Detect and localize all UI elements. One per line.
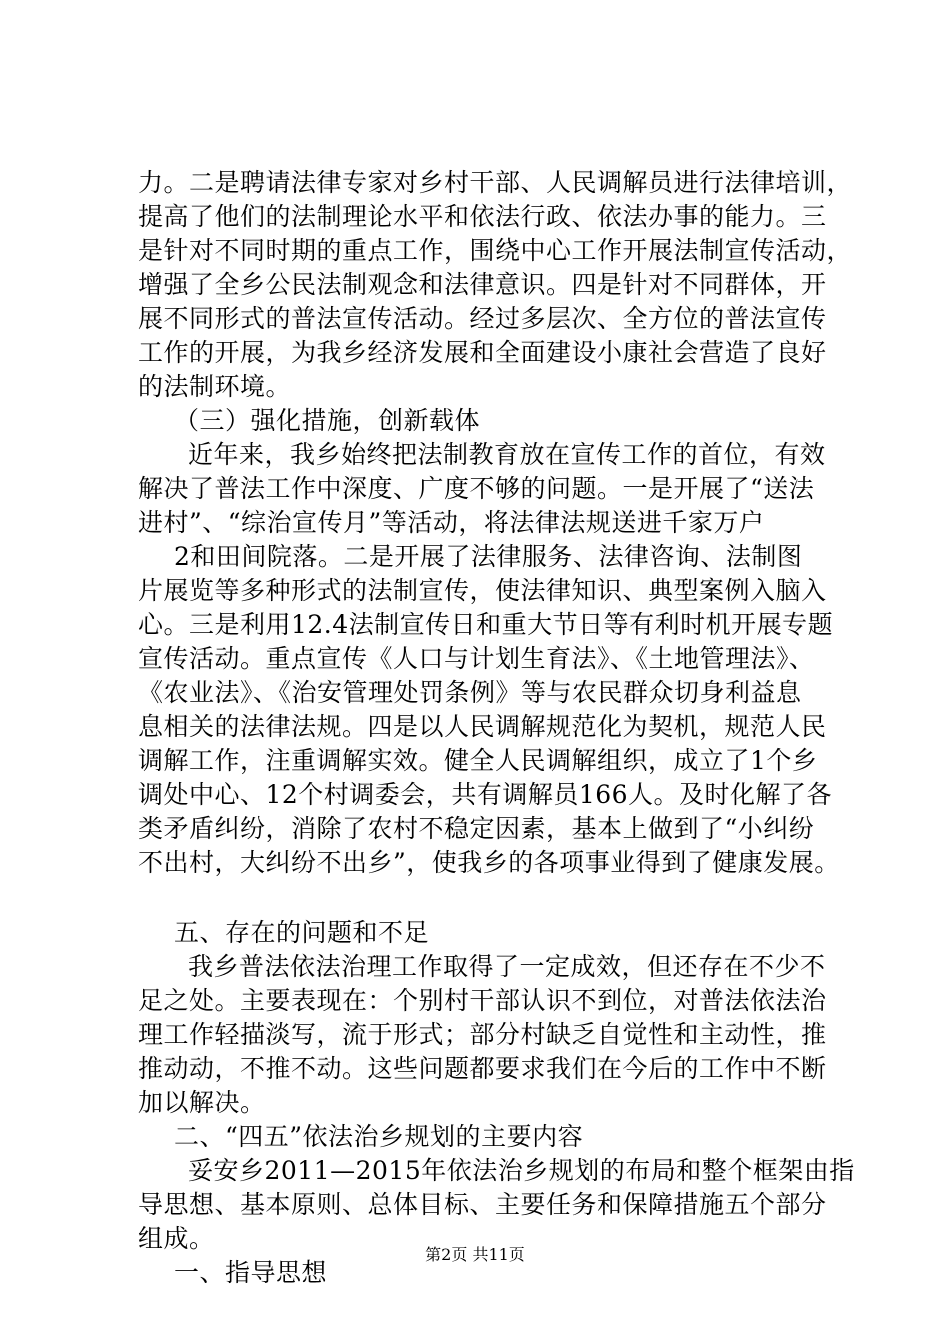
section-heading: （三）强化措施，创新载体 — [174, 406, 481, 435]
text-line: 妥安乡2011—2015年依法治乡规划的布局和整个框架由指 — [188, 1156, 855, 1185]
text-line: 力。二是聘请法律专家对乡村干部、人民调解员进行法律培训， — [138, 168, 853, 197]
paragraph-gap — [138, 880, 858, 916]
text-line: 进村”、“综治宣传月”等活动，将法律法规送进千家万户 — [138, 508, 765, 537]
section-heading: 二、“四五”依法治乡规划的主要内容 — [174, 1122, 584, 1151]
text-line: 调解工作，注重调解实效。健全人民调解组织，成立了1个乡 — [138, 746, 818, 775]
text-line: 工作的开展，为我乡经济发展和全面建设小康社会营造了良好 — [138, 338, 827, 367]
text-line: 推动动，不推不动。这些问题都要求我们在今后的工作中不断 — [138, 1054, 827, 1083]
text-line: 2和田间院落。二是开展了法律服务、法律咨询、法制图 — [174, 542, 803, 571]
text-line: 理工作轻描淡写，流于形式；部分村缺乏自觉性和主动性，推 — [138, 1020, 827, 1049]
text-line: 加以解决。 — [138, 1088, 266, 1117]
text-line: 增强了全乡公民法制观念和法律意识。四是针对不同群体，开 — [138, 270, 827, 299]
text-line: 组成。 — [138, 1224, 215, 1253]
text-line: 片展览等多种形式的法制宣传，使法律知识、典型案例入脑入 — [138, 576, 827, 605]
text-line: 导思想、基本原则、总体目标、主要任务和保障措施五个部分 — [138, 1190, 827, 1219]
text-line: 心。三是利用12.4法制宣传日和重大节日等有利时机开展专题 — [138, 610, 834, 639]
page-footer: 第2页 共11页 — [425, 1245, 525, 1264]
text-line: 展不同形式的普法宣传活动。经过多层次、全方位的普法宣传 — [138, 304, 827, 333]
text-line: 我乡普法依法治理工作取得了一定成效，但还存在不少不 — [188, 952, 826, 981]
body-text — [138, 166, 858, 1290]
text-line: 是针对不同时期的重点工作，围绕中心工作开展法制宣传活动， — [138, 236, 853, 265]
section-heading: 一、指导思想 — [174, 1258, 328, 1287]
text-line: 近年来，我乡始终把法制教育放在宣传工作的首位，有效 — [188, 440, 826, 469]
text-line: 足之处。主要表现在：个别村干部认识不到位，对普法依法治 — [138, 986, 827, 1015]
text-line: 息相关的法律法规。四是以人民调解规范化为契机，规范人民 — [138, 712, 827, 741]
section-heading: 五、存在的问题和不足 — [174, 918, 430, 947]
text-line: 类矛盾纠纷，消除了农村不稳定因素，基本上做到了“小纠纷 — [138, 814, 815, 843]
text-line: 调处中心、12个村调委会，共有调解员166人。及时化解了各 — [138, 780, 833, 809]
text-line: 不出村，大纠纷不出乡”，使我乡的各项事业得到了健康发展。 — [138, 848, 840, 877]
text-line: 宣传活动。重点宣传《人口与计划生育法》、《土地管理法》、 — [138, 644, 815, 673]
text-line: 解决了普法工作中深度、广度不够的问题。一是开展了“送法 — [138, 474, 815, 503]
text-line: 的法制环境。 — [138, 372, 292, 401]
text-line: 《农业法》、《治安管理处罚条例》等与农民群众切身利益息 — [138, 678, 802, 707]
text-line: 提高了他们的法制理论水平和依法行政、依法办事的能力。三 — [138, 202, 827, 231]
